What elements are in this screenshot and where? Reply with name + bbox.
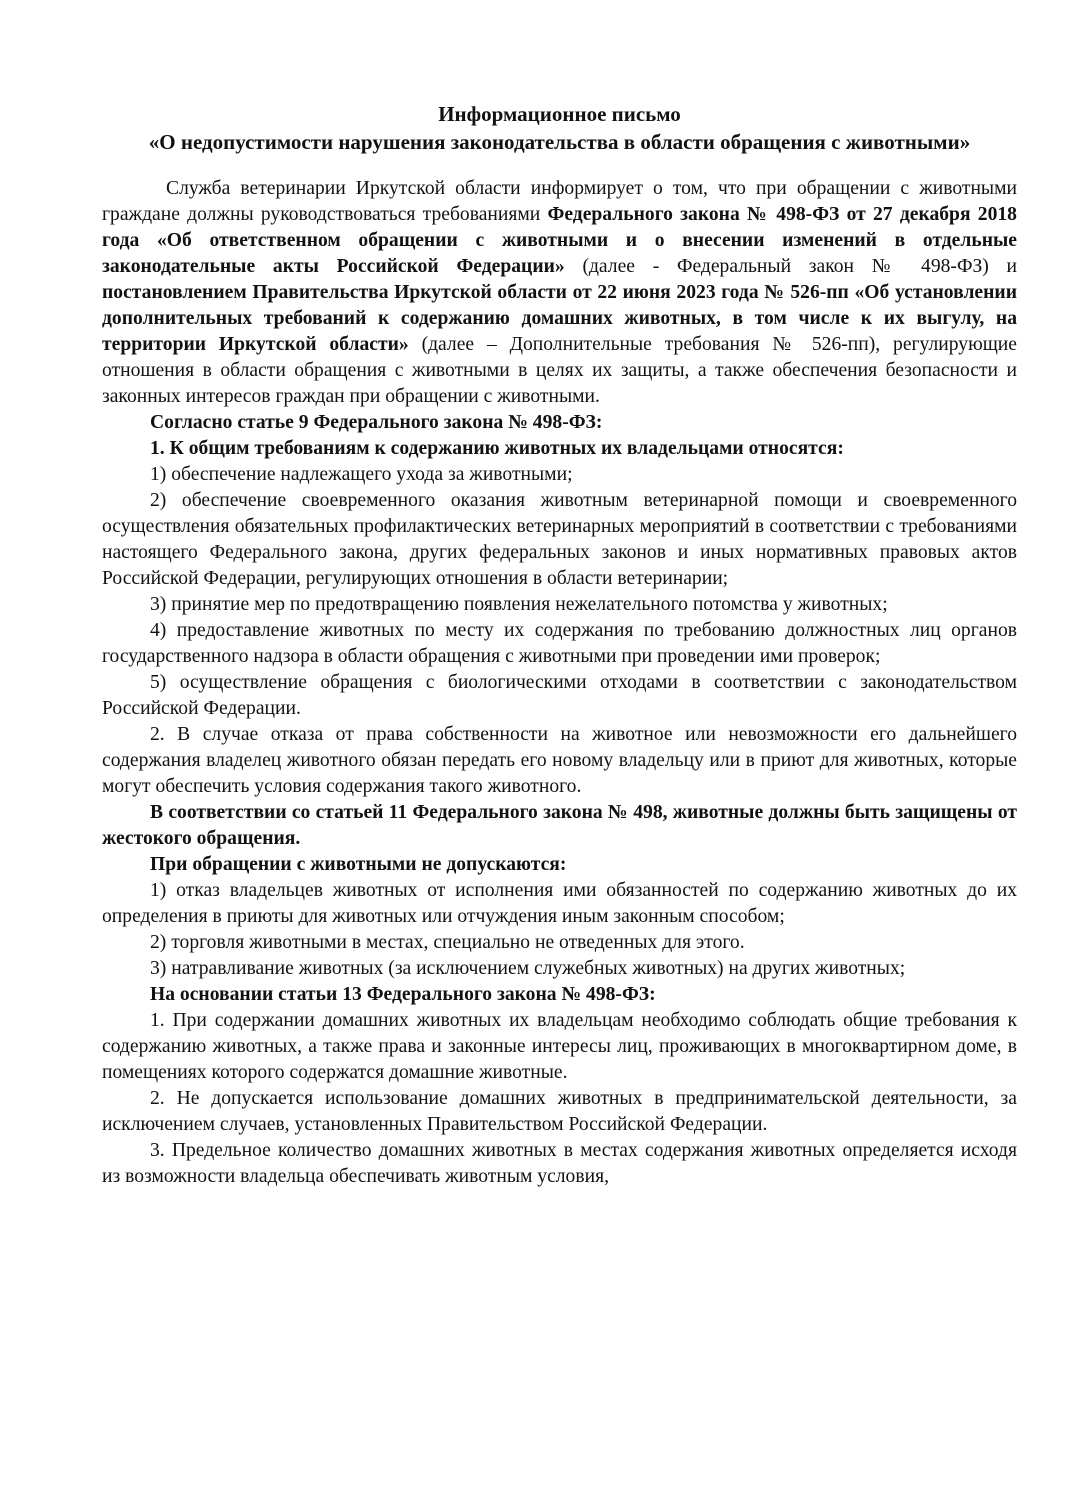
art13-item-1: 1. При содержании домашних животных их владельцам необходимо соблюдать общие требования к содержанию животных, а также права и законные интересы лиц, проживающих в многоквартирном доме, в помещениях которого содержатся домашние животные.	[102, 1010, 1017, 1083]
art13-item-3: 3. Предельное количество домашних животных в местах содержания животных определяется исходя из возможности владельца обеспечивать животным условия,	[102, 1140, 1017, 1187]
document-title	[102, 100, 1017, 156]
intro-resolution-526: постановлением Правительства Иркутской области от 22 июня 2023 года № 526-пп «Об установлении дополнительных требований к содержанию домашних животных, в том числе к их выгулу, на территории Иркутской области»	[102, 282, 1017, 355]
art13-heading: На основании статьи 13 Федерального закона № 498-ФЗ:	[150, 984, 656, 1005]
art11-item-2: 2) торговля животными в местах, специально не отведенных для этого.	[150, 932, 745, 953]
title-line-2: «О недопустимости нарушения законодательства в области обращения с животными»	[148, 130, 971, 154]
art9-point-2: 2. В случае отказа от права собственности на животное или невозможности его дальнейшего содержания владелец животного обязан передать его новому владельцу или в приют для животных, которые могут обеспечить условия содержания такого животного.	[102, 724, 1017, 797]
art9-item-2: 2) обеспечение своевременного оказания животным ветеринарной помощи и своевременного осуществления обязательных профилактических ветеринарных мероприятий в соответствии с требованиями настоящего Федерального закона, других федеральных законов и иных нормативных правовых актов Российской Федерации, регулирующих отношения в области ветеринарии;	[102, 490, 1017, 589]
intro-text-3: (далее – Дополнительные требования № 526-пп), регулирующие отношения в области обращения с животными в целях их защиты, а также обеспечения безопасности и законных интересов граждан при обращении с животными.	[102, 334, 1017, 407]
art11-item-1: 1) отказ владельцев животных от исполнения ими обязанностей по содержанию животных до их определения в приюты для животных или отчуждения иным законным способом;	[102, 880, 1017, 927]
art11-item-3: 3) натравливание животных (за исключением служебных животных) на других животных;	[150, 958, 906, 979]
intro-text-1: Служба ветеринарии Иркутской области информирует о том, что при обращении с животными граждане должны руководствоваться требованиями	[102, 178, 1017, 225]
title-line-1: Информационное письмо	[438, 102, 681, 126]
art9-heading: Согласно статье 9 Федерального закона № 498-ФЗ:	[150, 412, 603, 433]
art9-subheading: 1. К общим требованиям к содержанию животных их владельцами относятся:	[150, 438, 844, 459]
art9-item-3: 3) принятие мер по предотвращению появления нежелательного потомства у животных;	[150, 594, 888, 615]
art11-subheading: При обращении с животными не допускаются:	[150, 854, 567, 875]
art13-item-2: 2. Не допускается использование домашних животных в предпринимательской деятельности, за исключением случаев, установленных Правительством Российской Федерации.	[102, 1088, 1017, 1135]
document-page	[102, 100, 1017, 1190]
art9-item-4: 4) предоставление животных по месту их содержания по требованию должностных лиц органов государственного надзора в области обращения с животными при проведении ими проверок;	[102, 620, 1017, 667]
art11-heading: В соответствии со статьей 11 Федерального закона № 498, животные должны быть защищены от жестокого обращения.	[102, 802, 1017, 849]
art9-item-5: 5) осуществление обращения с биологическими отходами в соответствии с законодательством Российской Федерации.	[102, 672, 1017, 719]
intro-paragraph	[102, 176, 1017, 410]
art9-item-1: 1) обеспечение надлежащего ухода за животными;	[150, 464, 573, 485]
intro-text-2: (далее - Федеральный закон № 498-ФЗ) и	[564, 256, 1018, 277]
intro-law-498: Федерального закона № 498-ФЗ от 27 декабря 2018 года «Об ответственном обращении с животными и о внесении изменений в отдельные законодательные акты Российской Федерации»	[102, 204, 1017, 277]
